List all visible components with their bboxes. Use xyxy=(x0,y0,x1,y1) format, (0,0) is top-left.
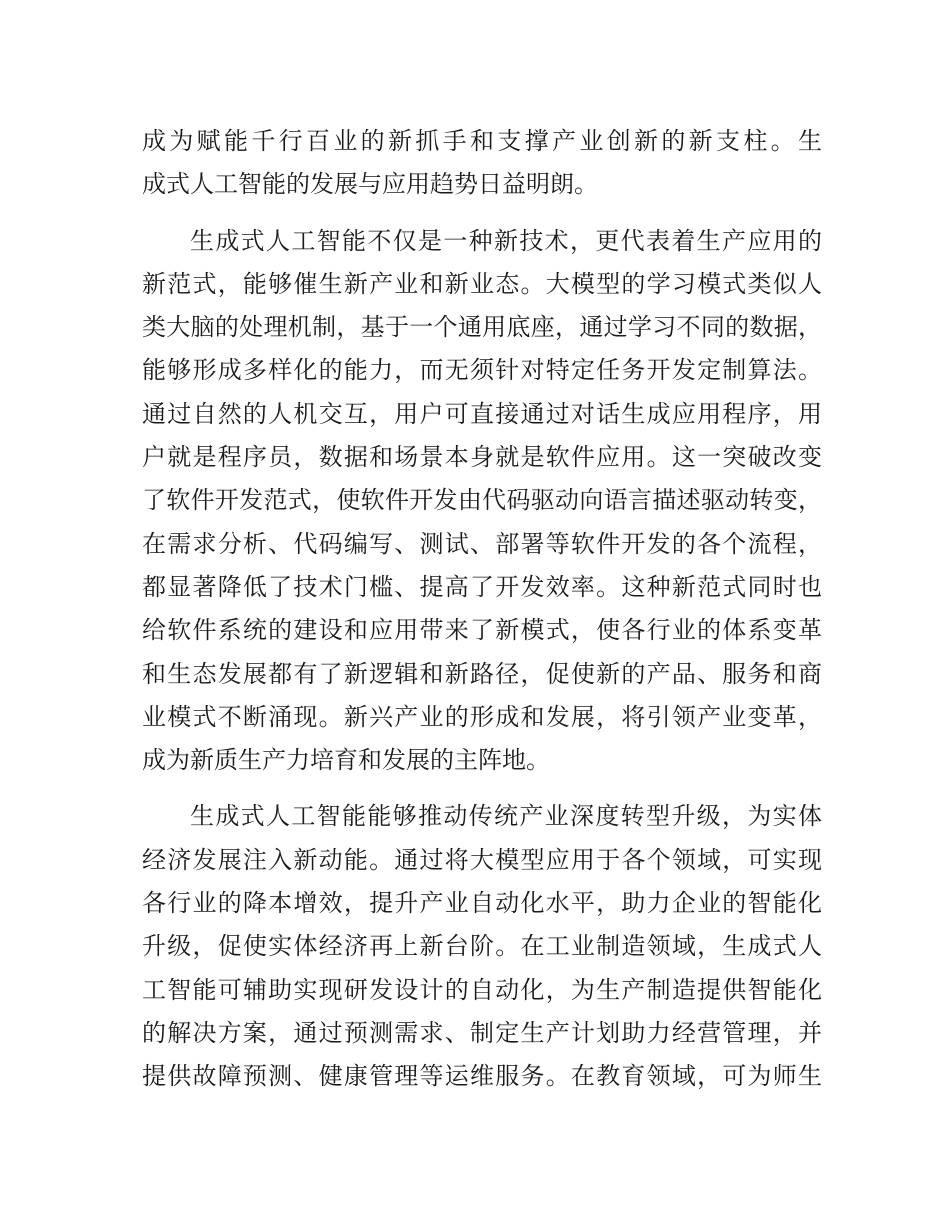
text-line: 升级，促使实体经济再上新台阶。在工业制造领域，生成式人 xyxy=(142,932,822,961)
text-line: 通过自然的人机交互，用户可直接通过对话生成应用程序，用 xyxy=(142,399,822,428)
text-line: 能够形成多样化的能力，而无须针对特定任务开发定制算法。 xyxy=(142,356,822,385)
text-line: 新范式，能够催生新产业和新业态。大模型的学习模式类似人 xyxy=(142,269,822,298)
text-line: 生成式人工智能能够推动传统产业深度转型升级，为实体 xyxy=(190,802,822,831)
text-line: 业模式不断涌现。新兴产业的形成和发展，将引领产业变革， xyxy=(142,702,822,731)
text-line: 成式人工智能的发展与应用趋势日益明朗。 xyxy=(142,170,598,199)
text-line: 了软件开发范式，使软件开发由代码驱动向语言描述驱动转变， xyxy=(142,486,822,515)
paragraph-2 xyxy=(142,220,822,783)
paragraph-3 xyxy=(142,795,822,1098)
text-line: 都显著降低了技术门槛、提高了开发效率。这种新范式同时也 xyxy=(142,572,822,601)
text-line: 给软件系统的建设和应用带来了新模式，使各行业的体系变革 xyxy=(142,616,822,645)
text-line: 成为赋能千行百业的新抓手和支撑产业创新的新支柱。生 xyxy=(142,127,822,155)
text-line: 类大脑的处理机制，基于一个通用底座，通过学习不同的数据， xyxy=(142,313,822,342)
paragraph-1 xyxy=(142,120,822,207)
text-line: 的解决方案，通过预测需求、制定生产计划助力经营管理，并 xyxy=(142,1018,822,1047)
text-line: 工智能可辅助实现研发设计的自动化，为生产制造提供智能化 xyxy=(142,975,822,1004)
text-line: 各行业的降本增效，提升产业自动化水平，助力企业的智能化 xyxy=(142,889,822,918)
text-line: 经济发展注入新动能。通过将大模型应用于各个领域，可实现 xyxy=(142,845,822,874)
document-body xyxy=(142,120,822,1112)
text-line: 户就是程序员，数据和场景本身就是软件应用。这一突破改变 xyxy=(142,443,822,472)
text-line: 和生态发展都有了新逻辑和新路径，促使新的产品、服务和商 xyxy=(142,659,822,688)
text-line: 生成式人工智能不仅是一种新技术，更代表着生产应用的 xyxy=(190,226,822,255)
text-line: 提供故障预测、健康管理等运维服务。在教育领域，可为师生 xyxy=(142,1062,822,1091)
text-line: 成为新质生产力培育和发展的主阵地。 xyxy=(142,746,550,775)
text-line: 在需求分析、代码编写、测试、部署等软件开发的各个流程， xyxy=(142,529,822,558)
